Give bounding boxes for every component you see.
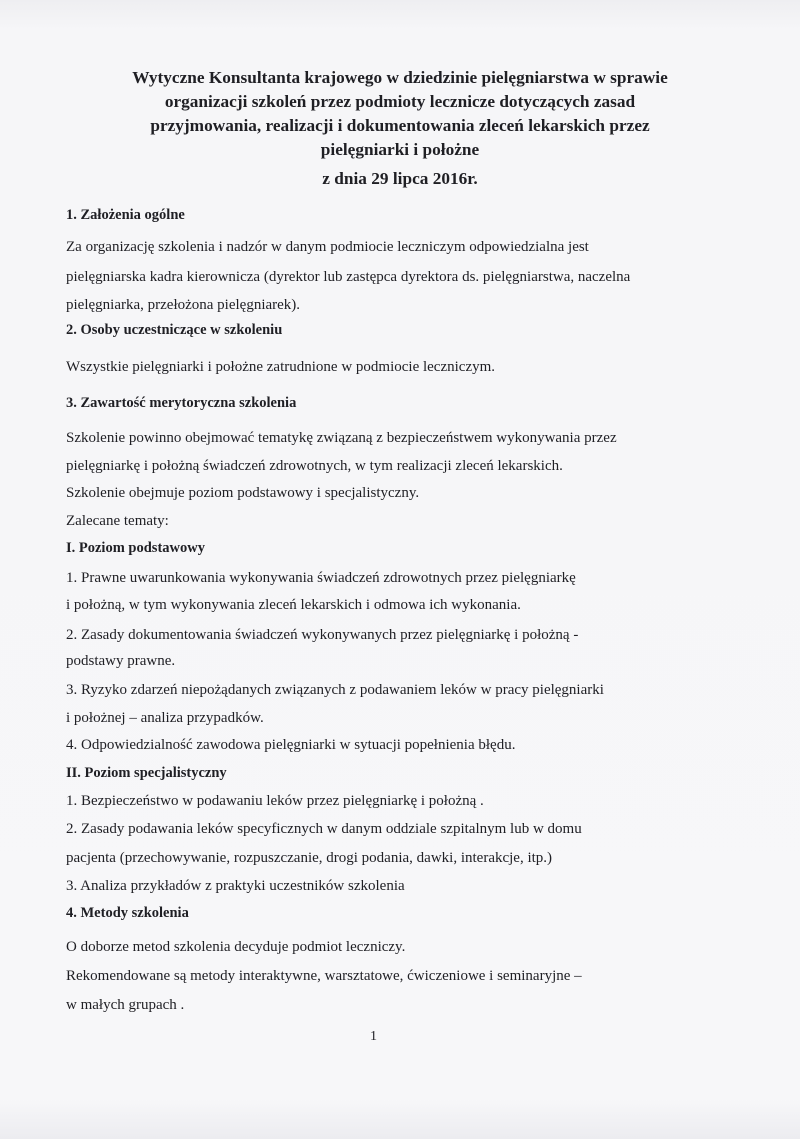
section-heading-training-methods: 4. Metody szkolenia [66, 905, 189, 921]
paragraph-line: O doborze metod szkolenia decyduje podmiot leczniczy. [66, 939, 406, 955]
list-item-line: 3. Analiza przykładów z praktyki uczestników szkolenia [66, 878, 405, 894]
list-item-line: 2. Zasady podawania leków specyficznych w danym oddziale szpitalnym lub w domu [66, 821, 582, 837]
paragraph-line: pielęgniarkę i położną świadczeń zdrowotnych, w tym realizacji zleceń lekarskich. [66, 458, 563, 474]
list-item-line: i położną, w tym wykonywania zleceń lekarskich i odmowa ich wykonania. [66, 597, 521, 613]
list-item-line: i położnej – analiza przypadków. [66, 710, 264, 726]
section-heading-general-assumptions: 1. Założenia ogólne [66, 207, 185, 223]
paragraph-line: Szkolenie powinno obejmować tematykę związaną z bezpieczeństwem wykonywania przez [66, 430, 617, 446]
paragraph-line: Za organizację szkolenia i nadzór w danym podmiocie leczniczym odpowiedzialna jest [66, 239, 589, 255]
section-heading-specialist-level: II. Poziom specjalistyczny [66, 765, 227, 781]
paragraph-line: Rekomendowane są metody interaktywne, warsztatowe, ćwiczeniowe i seminaryjne – [66, 968, 582, 984]
title-line: Wytyczne Konsultanta krajowego w dziedzinie pielęgniarstwa w sprawie [132, 68, 668, 87]
title-line: organizacji szkoleń przez podmioty lecznicze dotyczących zasad [164, 92, 636, 111]
paragraph-line: Wszystkie pielęgniarki i położne zatrudnione w podmiocie leczniczym. [66, 359, 496, 375]
scan-shadow [0, 1099, 800, 1139]
list-item-line: pacjenta (przechowywanie, rozpuszczanie, drogi podania, dawki, interakcje, itp.) [66, 850, 553, 866]
section-heading-participants: 2. Osoby uczestniczące w szkoleniu [66, 322, 283, 338]
list-item-line: 2. Zasady dokumentowania świadczeń wykonywanych przez pielęgniarkę i położną - [66, 627, 579, 643]
list-item-line: 3. Ryzyko zdarzeń niepożądanych związanych z podawaniem leków w pracy pielęgniarki [66, 682, 604, 698]
document-title [60, 66, 740, 162]
paragraph-line: pielęgniarska kadra kierownicza (dyrektor lub zastępca dyrektora ds. pielęgniarstwa, naczelna [66, 269, 631, 285]
list-item-line: podstawy prawne. [66, 653, 176, 669]
title-line: pielęgniarki i położne [320, 140, 480, 159]
paragraph-line: Zalecane tematy: [66, 513, 169, 529]
list-item-line: 4. Odpowiedzialność zawodowa pielęgniarki w sytuacji popełnienia błędu. [66, 737, 516, 753]
document-date: z dnia 29 lipca 2016r. [322, 169, 478, 188]
paragraph-line: pielęgniarka, przełożona pielęgniarek). [66, 297, 301, 313]
section-heading-content: 3. Zawartość merytoryczna szkolenia [66, 395, 297, 411]
page-number: 1 [370, 1029, 377, 1044]
title-line: przyjmowania, realizacji i dokumentowania zleceń lekarskich przez [150, 116, 650, 135]
section-heading-basic-level: I. Poziom podstawowy [66, 540, 205, 556]
paragraph-line: w małych grupach . [66, 997, 185, 1013]
paragraph-line: Szkolenie obejmuje poziom podstawowy i specjalistyczny. [66, 485, 420, 501]
list-item-line: 1. Bezpieczeństwo w podawaniu leków przez pielęgniarkę i położną . [66, 793, 484, 809]
list-item-line: 1. Prawne uwarunkowania wykonywania świadczeń zdrowotnych przez pielęgniarkę [66, 570, 576, 586]
